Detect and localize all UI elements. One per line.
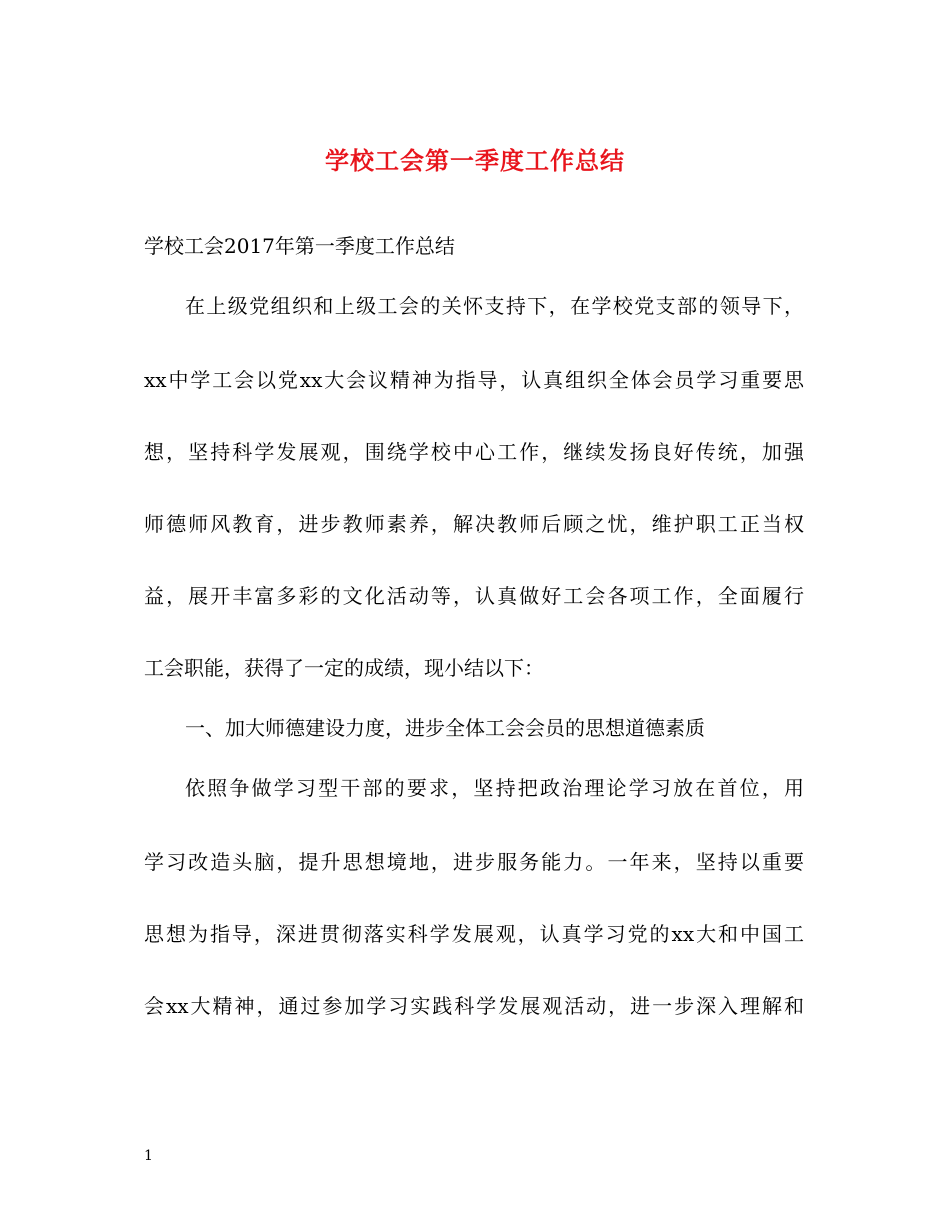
paragraph-line: 依照争做学习型干部的要求，坚持把政治理论学习放在首位，用 <box>185 776 804 800</box>
paragraph-line: 在上级党组织和上级工会的关怀支持下，在学校党支部的领导下， <box>185 294 804 318</box>
paragraph-line: 会xx大精神，通过参加学习实践科学发展观活动，进一步深入理解和 <box>144 994 804 1018</box>
paragraph-line: 益，展开丰富多彩的文化活动等，认真做好工会各项工作，全面履行 <box>144 584 804 608</box>
paragraph-line: 师德师风教育，进步教师素养，解决教师后顾之忧，维护职工正当权 <box>144 512 804 536</box>
page-number: 1 <box>144 1148 153 1164</box>
paragraph-line: 学习改造头脑，提升思想境地，进步服务能力。一年来，坚持以重要 <box>144 850 804 874</box>
document-subtitle: 学校工会2017年第一季度工作总结 <box>144 234 455 258</box>
paragraph-line: xx中学工会以党xx大会议精神为指导，认真组织全体会员学习重要思 <box>144 368 804 392</box>
paragraph-line: 工会职能，获得了一定的成绩，现小结以下： <box>144 656 544 680</box>
paragraph-line: 思想为指导，深进贯彻落实科学发展观，认真学习党的xx大和中国工 <box>144 922 804 946</box>
paragraph-line: 想，坚持科学发展观，围绕学校中心工作，继续发扬良好传统，加强 <box>144 440 804 464</box>
section-heading: 一、加大师德建设力度，进步全体工会会员的思想道德素质 <box>185 716 705 740</box>
document-title: 学校工会第一季度工作总结 <box>325 146 625 175</box>
